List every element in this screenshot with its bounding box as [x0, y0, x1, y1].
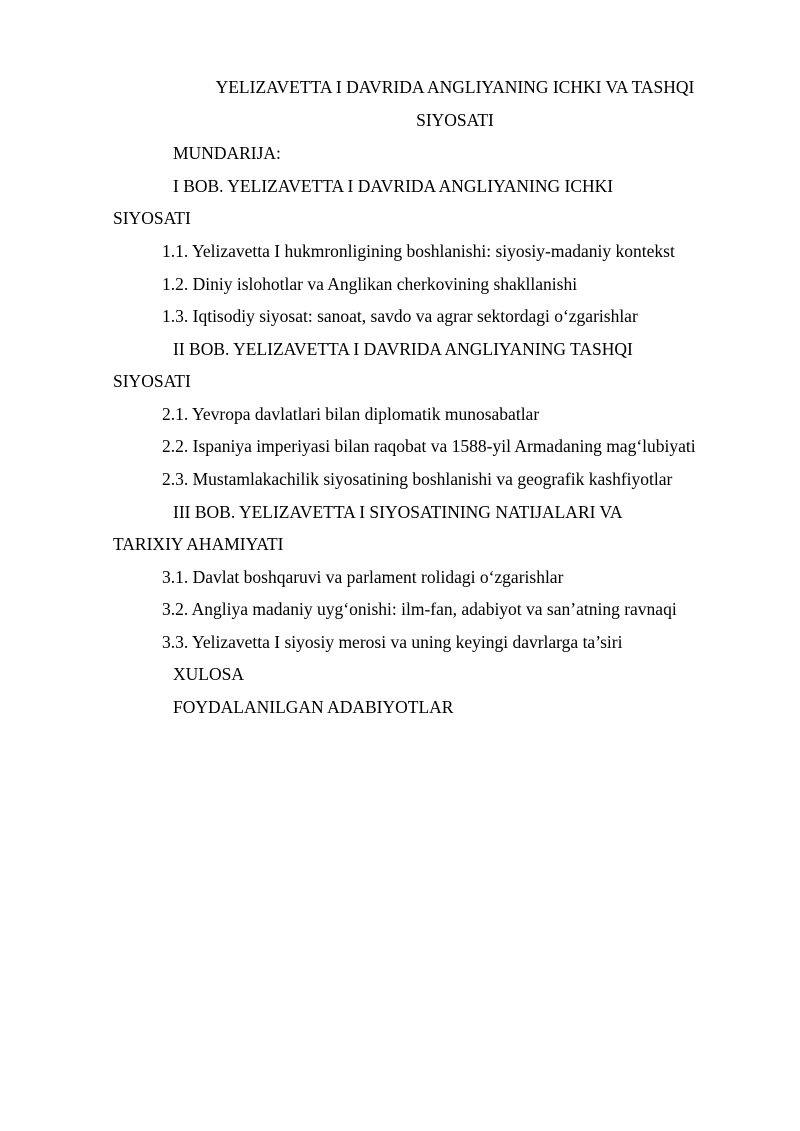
- conclusion-heading: XULOSA: [173, 664, 244, 684]
- contents-heading: MUNDARIJA:: [173, 143, 281, 163]
- chapter-3-heading: III BOB. YELIZAVETTA I SIYOSATINING NATIJALARI VA: [173, 502, 623, 522]
- section-1-1: 1.1. Yelizavetta I hukmronligining boshlanishi: siyosiy-madaniy kontekst: [162, 241, 675, 261]
- document-title-line-1: YELIZAVETTA I DAVRIDA ANGLIYANING ICHKI VA TASHQI: [215, 77, 695, 97]
- chapter-2-heading: II BOB. YELIZAVETTA I DAVRIDA ANGLIYANING TASHQI: [173, 339, 633, 359]
- references-heading: FOYDALANILGAN ADABIYOTLAR: [173, 697, 454, 717]
- chapter-3-heading-continued: TARIXIY AHAMIYATI: [113, 534, 284, 554]
- chapter-2-heading-continued: SIYOSATI: [113, 371, 191, 391]
- section-3-3: 3.3. Yelizavetta I siyosiy merosi va uning keyingi davrlarga ta’siri: [162, 632, 623, 652]
- section-2-2: 2.2. Ispaniya imperiyasi bilan raqobat va 1588-yil Armadaning mag‘lubiyati: [162, 436, 696, 456]
- section-3-2: 3.2. Angliya madaniy uyg‘onishi: ilm-fan, adabiyot va san’atning ravnaqi: [162, 599, 677, 619]
- section-2-1: 2.1. Yevropa davlatlari bilan diplomatik munosabatlar: [162, 404, 540, 424]
- document-title-line-2: SIYOSATI: [416, 110, 494, 130]
- section-1-3: 1.3. Iqtisodiy siyosat: sanoat, savdo va agrar sektordagi o‘zgarishlar: [162, 306, 638, 326]
- chapter-1-heading-continued: SIYOSATI: [113, 208, 191, 228]
- section-1-2: 1.2. Diniy islohotlar va Anglikan cherkovining shakllanishi: [162, 274, 578, 294]
- chapter-1-heading: I BOB. YELIZAVETTA I DAVRIDA ANGLIYANING ICHKI: [173, 176, 614, 196]
- section-2-3: 2.3. Mustamlakachilik siyosatining boshlanishi va geografik kashfiyotlar: [162, 469, 673, 489]
- section-3-1: 3.1. Davlat boshqaruvi va parlament rolidagi o‘zgarishlar: [162, 567, 564, 587]
